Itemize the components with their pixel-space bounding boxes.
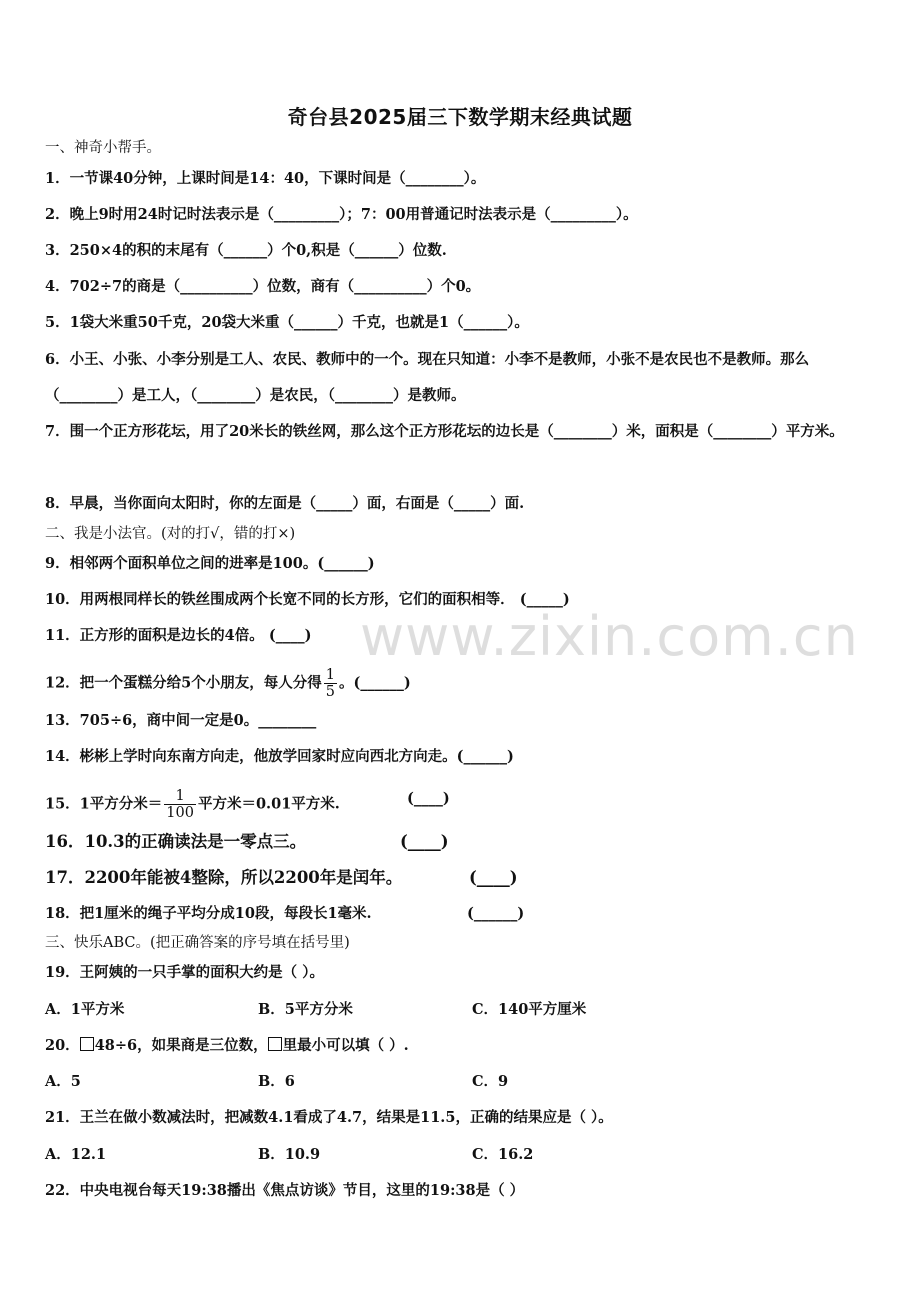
- question-18: [45, 903, 880, 925]
- fraction-one-fifth: [324, 667, 337, 700]
- square-box-icon: [268, 1037, 282, 1051]
- square-box-icon: [80, 1037, 94, 1051]
- question-17-blank: (____): [469, 868, 518, 887]
- question-22: 22．中央电视台每天19:38播出《焦点访谈》节目，这里的19:38是（ ）: [45, 1182, 525, 1199]
- question-15-text-tail: 平方米＝0.01平方米.: [197, 795, 340, 813]
- question-18-text: 18．把1厘米的绳子平均分成10段，每段长1毫米.: [45, 905, 372, 922]
- question-7: 7．围一个正方形花坛，用了20米长的铁丝网，那么这个正方形花坛的边长是（________）米，面积是（________）平方米。: [45, 423, 844, 440]
- question-15-blank: (____): [407, 790, 450, 807]
- option-a[interactable]: A．12.1: [45, 1146, 107, 1163]
- section-heading-3: 三、快乐ABC。(把正确答案的序号填在括号里): [45, 935, 350, 951]
- question-19-options: [45, 999, 880, 1021]
- question-2: 2．晚上9时用24时记时法表示是（_________）；7：00用普通记时法表示是（_________）。: [45, 206, 638, 223]
- fraction-denominator: 5: [325, 684, 336, 700]
- question-21-options: [45, 1144, 880, 1166]
- question-14: 14．彬彬上学时向东南方向走，他放学回家时应向西北方向走。(______): [45, 748, 514, 765]
- fraction-denominator: 100: [166, 805, 194, 821]
- question-12-text: 12．把一个蛋糕分给5个小朋友，每人分得: [45, 674, 322, 692]
- question-20-number: 20．: [45, 1037, 80, 1054]
- question-20: [45, 1035, 880, 1057]
- page-title: 奇台县2025届三下数学期末经典试题: [287, 105, 633, 129]
- fraction-numerator: 1: [325, 667, 336, 683]
- question-13: 13．705÷6，商中间一定是0。________: [45, 712, 317, 729]
- question-20-text: 48÷6，如果商是三位数，: [94, 1037, 268, 1054]
- question-16-blank: (____): [400, 832, 449, 851]
- question-20-text-tail: 里最小可以填（ ）.: [282, 1037, 409, 1054]
- question-11: 11．正方形的面积是边长的4倍。 (____): [45, 627, 312, 644]
- question-17-text: 17．2200年能被4整除，所以2200年是闰年。: [45, 868, 403, 887]
- question-15-text: 15．1平方分米＝: [45, 795, 163, 813]
- fraction-numerator: 1: [164, 788, 196, 805]
- option-c[interactable]: C．9: [472, 1073, 509, 1090]
- fraction-one-hundredth: [164, 788, 196, 821]
- question-12: [45, 667, 880, 700]
- watermark: www.zixin.com.cn: [360, 605, 859, 668]
- question-9: 9．相邻两个面积单位之间的进率是100。(______): [45, 555, 375, 572]
- option-b[interactable]: B．6: [258, 1073, 295, 1090]
- option-c[interactable]: C．140平方厘米: [472, 1001, 587, 1018]
- question-3: 3．250×4的积的末尾有（______）个0,积是（______）位数.: [45, 242, 447, 259]
- question-8: 8．早晨，当你面向太阳时，你的左面是（_____）面，右面是（_____）面.: [45, 495, 525, 512]
- question-18-blank: (______): [467, 905, 525, 922]
- question-1: 1．一节课40分钟，上课时间是14：40，下课时间是（________）。: [45, 170, 486, 187]
- question-16: [45, 831, 880, 853]
- question-15: [45, 788, 880, 821]
- option-b[interactable]: B．5平方分米: [258, 1001, 353, 1018]
- question-12-blank: 。(______): [339, 674, 411, 692]
- question-6: 6．小王、小张、小李分别是工人、农民、教师中的一个。现在只知道：小李不是教师，小张不是农民也不是教师。那么（________）是工人，（________）是农民，（________）是教师。: [45, 351, 810, 404]
- section-heading-2: 二、我是小法官。(对的打√，错的打×): [45, 526, 296, 542]
- question-5: 5．1袋大米重50千克，20袋大米重（______）千克，也就是1（______）。: [45, 314, 529, 331]
- question-16-text: 16．10.3的正确读法是一零点三。: [45, 832, 307, 851]
- option-a[interactable]: A．5: [45, 1073, 81, 1090]
- option-a[interactable]: A．1平方米: [45, 1001, 125, 1018]
- option-c[interactable]: C．16.2: [472, 1146, 534, 1163]
- question-17: [45, 867, 880, 889]
- question-20-options: [45, 1071, 880, 1093]
- question-4: 4．702÷7的商是（__________）位数，商有（__________）个0。: [45, 278, 481, 295]
- question-10: 10．用两根同样长的铁丝围成两个长宽不同的长方形，它们的面积相等． (_____): [45, 591, 570, 608]
- section-heading-1: 一、神奇小帮手。: [45, 140, 161, 156]
- question-19: 19．王阿姨的一只手掌的面积大约是（ ）。: [45, 964, 324, 981]
- question-21: 21．王兰在做小数减法时，把减数4.1看成了4.7，结果是11.5，正确的结果应是（ ）。: [45, 1109, 613, 1126]
- option-b[interactable]: B．10.9: [258, 1146, 321, 1163]
